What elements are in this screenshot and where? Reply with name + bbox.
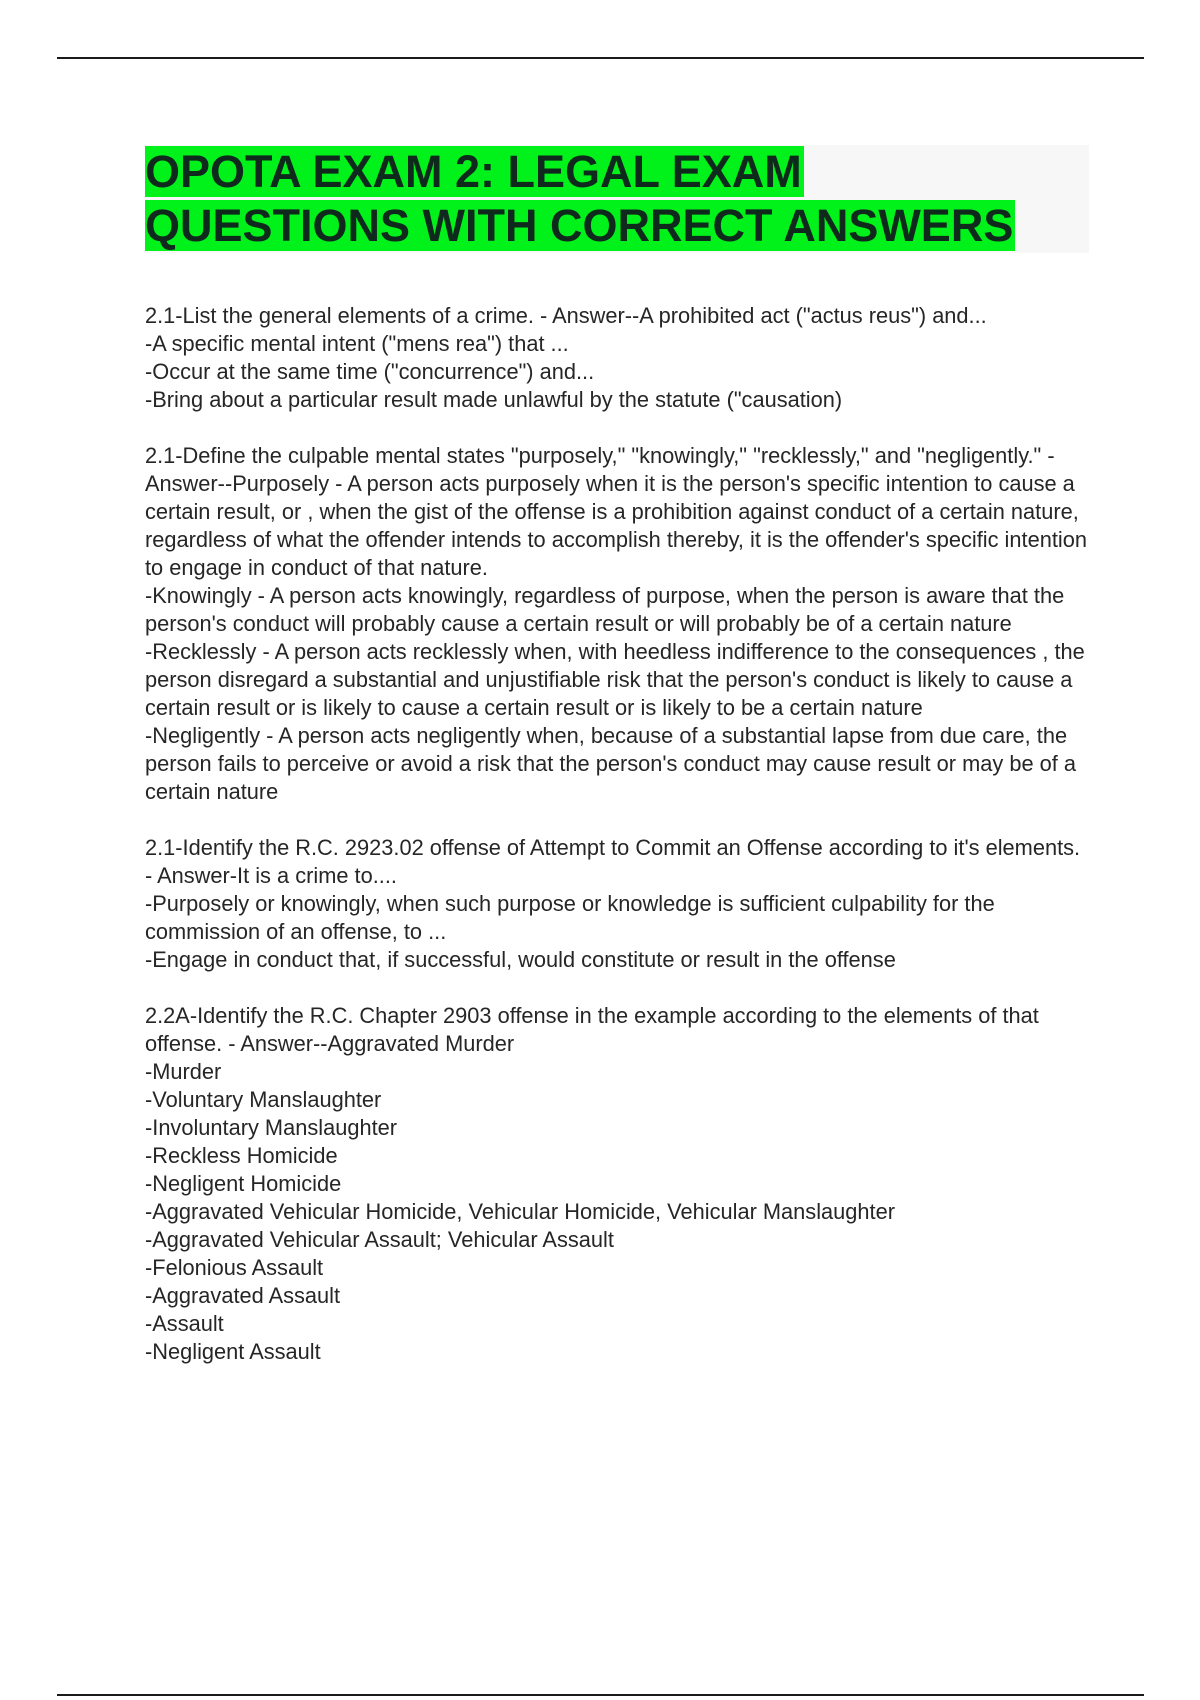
answer-line: -Knowingly - A person acts knowingly, regardless of purpose, when the person is aware that the person's conduct will probably cause a certain result or will probably be of a certain nature [145,583,1065,636]
answer-line: -Aggravated Assault [145,1283,341,1308]
bottom-divider [57,1694,1144,1696]
answer-line: -Engage in conduct that, if successful, would constitute or result in the offense [145,947,896,972]
top-divider [57,57,1144,59]
document-title [145,145,1089,253]
answer-line: -Felonious Assault [145,1255,324,1280]
answer-line: -Murder [145,1059,222,1084]
document-body [145,302,1089,1394]
answer-line: -Reckless Homicide [145,1143,338,1168]
answer-line: -Assault [145,1311,224,1336]
answer-line: -Involuntary Manslaughter [145,1115,398,1140]
answer-line: -Occur at the same time ("concurrence") and... [145,359,595,384]
question-block [145,834,1089,974]
answer-line: -Voluntary Manslaughter [145,1087,382,1112]
question-block [145,1002,1089,1366]
question-line: 2.1-Define the culpable mental states "purposely," "knowingly," "recklessly," and "negligently." - Answer--Purposely - A person acts purposely when it is the person's specific intention to cause a certain result, or , when the gist of the offense is a prohibition against conduct of a certain nature, regardless of what the offender intends to accomplish thereby, it is the offender's specific intention to engage in conduct of that nature. [145,443,1087,580]
answer-line: -Negligent Assault [145,1339,321,1364]
question-line: 2.1-List the general elements of a crime. - Answer--A prohibited act ("actus reus") and... [145,303,987,328]
answer-line: -Recklessly - A person acts recklessly when, with heedless indifference to the consequences , the person disregard a substantial and unjustifiable risk that the person's conduct is likely to cause a certain result or is likely to cause a certain result or is likely to be a certain nature [145,639,1085,720]
question-block [145,442,1089,806]
answer-line: -Bring about a particular result made unlawful by the statute ("causation) [145,387,843,412]
answer-line: -Aggravated Vehicular Assault; Vehicular Assault [145,1227,614,1252]
answer-line: -Negligently - A person acts negligently when, because of a substantial lapse from due care, the person fails to perceive or avoid a risk that the person's conduct may cause result or may be of a certain nature [145,723,1076,804]
title-highlight: QUESTIONS WITH CORRECT ANSWERS [145,200,1014,251]
title-line [145,145,1089,199]
answer-line: -Aggravated Vehicular Homicide, Vehicular Homicide, Vehicular Manslaughter [145,1199,895,1224]
question-line: 2.1-Identify the R.C. 2923.02 offense of Attempt to Commit an Offense according to it's elements. - Answer-It is a crime to.... [145,835,1081,888]
answer-line: -A specific mental intent ("mens rea") that ... [145,331,569,356]
answer-line: -Purposely or knowingly, when such purpose or knowledge is sufficient culpability for the commission of an offense, to ... [145,891,995,944]
question-block [145,302,1089,414]
title-line [145,199,1089,253]
answer-line: -Negligent Homicide [145,1171,342,1196]
question-line: 2.2A-Identify the R.C. Chapter 2903 offense in the example according to the elements of that offense. - Answer--Aggravated Murder [145,1003,1039,1056]
title-highlight: OPOTA EXAM 2: LEGAL EXAM [145,146,802,197]
